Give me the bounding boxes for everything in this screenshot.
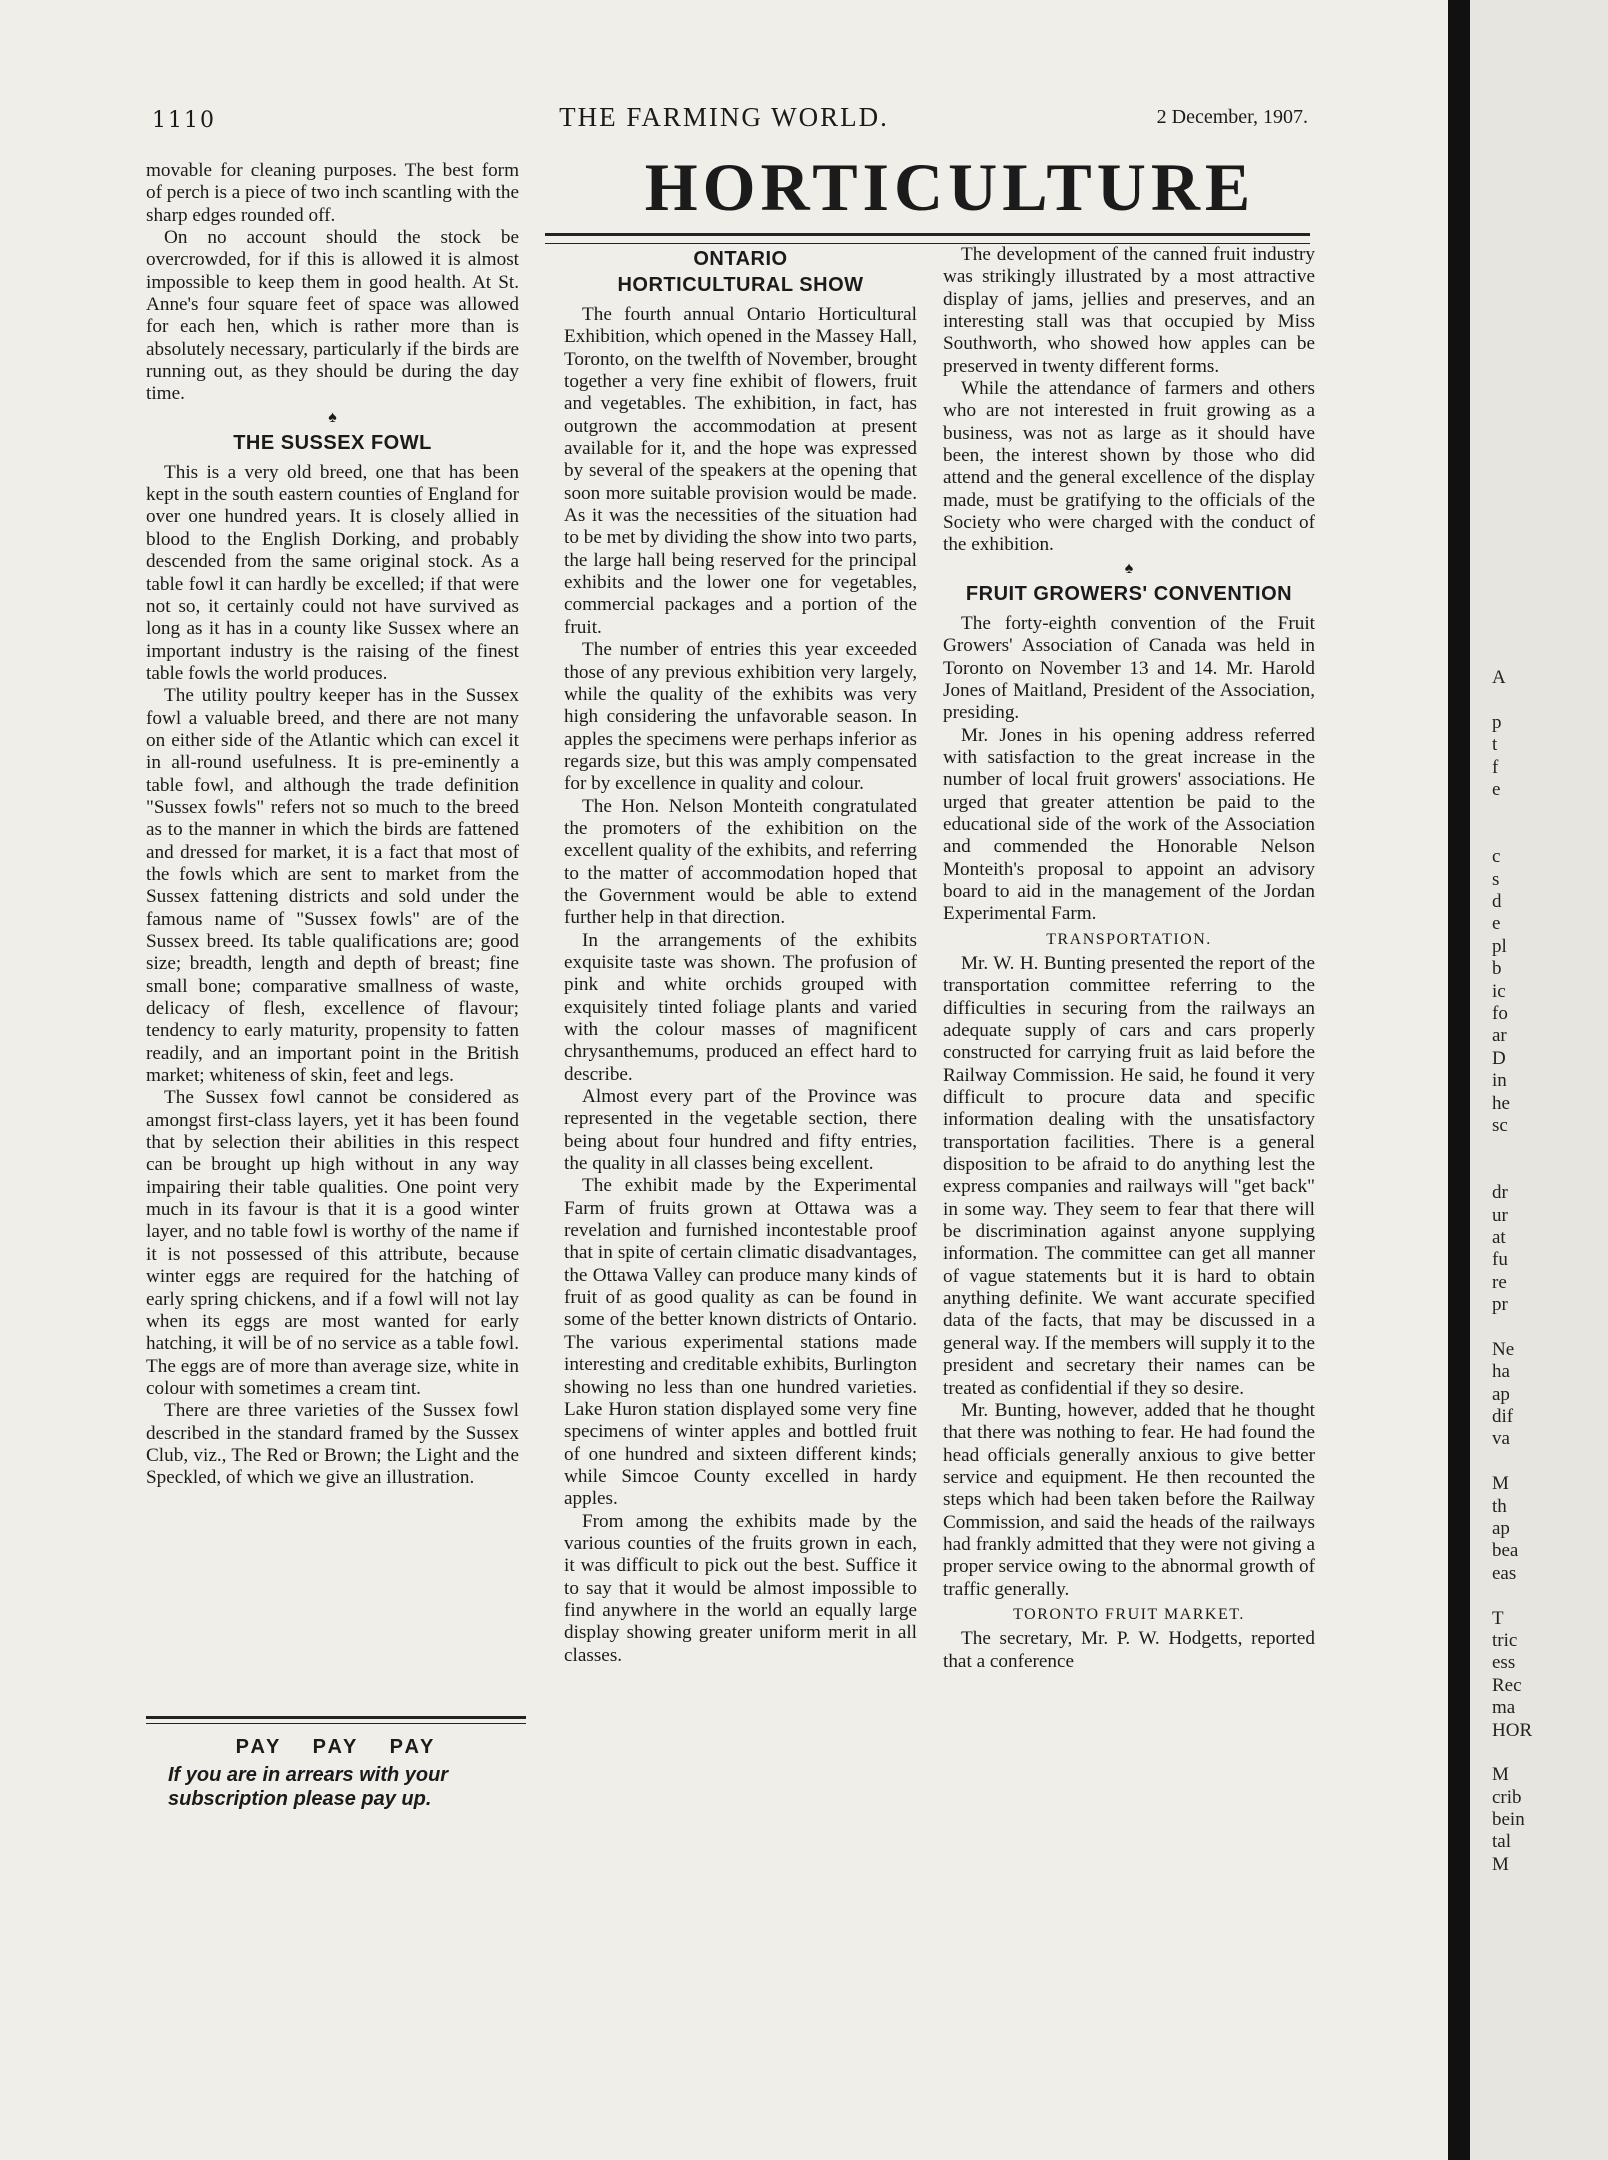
adjacent-page-fragment: tal <box>1492 1831 1511 1853</box>
adjacent-page-fragment: D <box>1492 1047 1506 1069</box>
paragraph: The utility poultry keeper has in the Sussex fowl a valuable breed, and there are not many on either side of the Atlantic which can excel it in all-round usefulness. It is pre-eminently a table fowl, and although the trade definition "Sussex fowls" refers not so much to the breed as to the manner in which the birds are fattened and dressed for market, it is a fact that most of the fowls which are sent to market from the Sussex fattening districts and sold under the famous name of "Sussex fowls" are of the Sussex breed. Its table qualifications are; good size; breadth, length and depth of breast; fine small bone; comparative smallness of waste, delicacy of flesh, excellence of flavour; tendency to early maturity, propensity to fatten readily, and an important point in the British market; whiteness of skin, feet and legs. <box>146 685 519 1087</box>
adjacent-page-fragment <box>1492 645 1532 667</box>
adjacent-page-fragment <box>1492 690 1532 712</box>
paragraph: On no account should the stock be overcrowded, for if this is allowed it is almost impossible to keep them in good health. At St. Anne's four square feet of space was allowed for each hen, which is rather more than is absolutely necessary, particularly if the birds are running out, as they should be during the day time. <box>146 227 519 405</box>
paragraph: The development of the canned fruit industry was strikingly illustrated by a most attractive display of jams, jellies and preserves, and an interesting stall was that occupied by Miss Southworth, who showed how apples can be preserved in twenty different forms. <box>943 244 1315 377</box>
adjacent-page-fragment: A <box>1492 667 1506 689</box>
paragraph: This is a very old breed, one that has been kept in the south eastern counties of England for over one hundred years. It is closely allied in blood to the English Dorking, and probably descended from the same original stock. As a table fowl it can hardly be excelled; if that were not so, it certainly could not have survived as long as it has in a county like Sussex where an important industry is the raising of the finest table fowls the world produces. <box>146 461 519 684</box>
pay-notice <box>146 1716 526 1811</box>
adjacent-page-fragment <box>1492 1160 1532 1182</box>
adjacent-page-fragment: T <box>1492 1607 1504 1629</box>
adjacent-page-fragment: va <box>1492 1428 1510 1450</box>
adjacent-page-fragment: crib <box>1492 1786 1522 1808</box>
paragraph: The exhibit made by the Experimental Farm of fruits grown at Ottawa was a revelation and furnished incontestable proof that in spite of certain climatic disadvantages, the Ottawa Valley can produce many kinds of fruit of as good quality as can be found in some of the better known districts of Ontario. The various experimental stations made interesting and creditable exhibits, Burlington showing no less than one hundred varieties. Lake Huron station displayed some very fine specimens of winter apples and bottled fruit of one hundred and sixteen different kinds; while Simcoe County excelled in hardy apples. <box>564 1175 917 1510</box>
adjacent-page-fragment <box>1492 1585 1532 1607</box>
column-2 <box>564 244 917 1667</box>
adjacent-page-fragment <box>1492 1742 1532 1764</box>
adjacent-page-fragment <box>1492 824 1532 846</box>
article-heading: THE SUSSEX FOWL <box>233 431 432 454</box>
adjacent-page-fragment: ess <box>1492 1652 1516 1674</box>
adjacent-page-fragment: sc <box>1492 1114 1508 1136</box>
paragraph: The secretary, Mr. P. W. Hodgetts, reported that a conference <box>943 1628 1315 1672</box>
adjacent-page-fragment: Ne <box>1492 1338 1515 1360</box>
adjacent-page-fragment <box>1492 1317 1532 1339</box>
adjacent-page-fragment: tric <box>1492 1629 1518 1651</box>
paragraph: In the arrangements of the exhibits exquisite taste was shown. The profusion of pink and white orchids grouped with exquisitely tinted foliage plants and varied with the colour masses of magnificent chrysanthemums, produced an effect hard to describe. <box>564 929 917 1085</box>
adjacent-page-fragment: th <box>1492 1495 1507 1517</box>
paragraph: movable for cleaning purposes. The best form of perch is a piece of two inch scantling with the sharp edges rounded off. <box>146 160 519 226</box>
paragraph: There are three varieties of the Sussex fowl described in the standard framed by the Sussex Club, viz., The Red or Brown; the Light and the Speckled, of which we give an illustration. <box>146 1400 519 1489</box>
paragraph: Mr. Bunting, however, added that he thought that there was nothing to fear. He had found the head officials generally anxious to give better service and equipment. He then recounted the steps which had been taken before the Railway Commission, and said the heads of the railways had frankly admitted that they were not giving a proper service owing to the abnormal growth of traffic generally. <box>943 1399 1315 1600</box>
section-rule <box>545 233 1310 244</box>
paragraph: While the attendance of farmers and others who are not interested in fruit growing as a business, was not as large as it should have been, the interest shown by those who did attend and the general excellence of the display made, must be gratifying to the officials of the Society who were charged with the conduct of the exhibition. <box>943 378 1315 556</box>
column-3 <box>943 244 1315 1673</box>
book-gutter <box>1448 0 1470 2160</box>
subheading: TRANSPORTATION. <box>1046 930 1212 948</box>
adjacent-page-fragment: ap <box>1492 1383 1510 1405</box>
adjacent-page-fragment: M <box>1492 1853 1509 1875</box>
adjacent-page-fragment: bea <box>1492 1540 1519 1562</box>
publication-title: THE FARMING WORLD. <box>559 102 889 132</box>
section-title: HORTICULTURE <box>644 149 1256 225</box>
adjacent-page-fragment <box>1492 802 1532 824</box>
page-number: 1110 <box>152 108 216 133</box>
adjacent-page-fragment: ar <box>1492 1025 1507 1047</box>
adjacent-page-fragment: ap <box>1492 1518 1510 1540</box>
adjacent-page-fragment: f <box>1492 756 1499 778</box>
paragraph: The number of entries this year exceeded those of any previous exhibition very largely, while the quality of the exhibits was very high considering the unfavorable season. In apples the specimens were perhaps inferior as regards size, but this was amply compensated for by excellence in quality and colour. <box>564 639 917 795</box>
adjacent-page-fragment: dr <box>1492 1182 1508 1204</box>
adjacent-page-fragment: s <box>1492 868 1500 890</box>
adjacent-page-fragment: pr <box>1492 1294 1508 1316</box>
adjacent-page-fragment: dif <box>1492 1406 1514 1428</box>
adjacent-page-fragment: eas <box>1492 1562 1517 1584</box>
subheading: TORONTO FRUIT MARKET. <box>1013 1605 1245 1623</box>
paragraph: The Sussex fowl cannot be considered as amongst first-class layers, yet it has been found that by selection their abilities in this respect can be brought up high without in any way impairing their table qualities. One point very much in its favour is that it is a good winter layer, and no table fowl is worthy of the name if it is not possessed of this attribute, because winter eggs are required for the hatching of early spring chickens, and if a fowl will not lay when its eggs are most wanted for early hatching, it will be of no service as a table fowl. The eggs are of more than average size, white in colour with sometimes a cream tint. <box>146 1087 519 1399</box>
issue-date: 2 December, 1907. <box>1156 106 1308 128</box>
paragraph: From among the exhibits made by the various counties of the fruits grown in each, it was difficult to pick out the best. Suffice it to say that it would be almost impossible to find anywhere in the world an equally large display showing greater uniform merit in all classes. <box>564 1510 917 1666</box>
paragraph: The forty-eighth convention of the Fruit Growers' Association of Canada was held in Toronto on November 13 and 14. Mr. Harold Jones of Maitland, President of the Association, presiding. <box>943 612 1315 724</box>
paragraph: Mr. Jones in his opening address referred with satisfaction to the great increase in the number of local fruit growers' associations. He urged that greater attention be paid to the educational side of the work of the Association and commended the Honorable Nelson Monteith's proposal to appoint an advisory board to aid in the management of the Jordan Experimental Farm. <box>943 724 1315 925</box>
notice-body: If you are in arrears with your subscription please pay up. <box>168 1764 449 1810</box>
adjacent-page-fragment: fu <box>1492 1249 1508 1271</box>
paragraph: Mr. W. H. Bunting presented the report of the transportation committee referring to the difficulties in securing from the railways an adequate supply of cars and cars properly constructed for carrying fruit as laid before the Railway Commission. He said, he found it very difficult to procure data and specific information dealing with the unsatisfactory transportation facilities. There is a general disposition to be afraid to do anything lest the express companies and railways will "get back" in some way. They seem to fear that there will be discrimination against anyone supplying information. The committee can get all manner of vague statements but it is hard to obtain anything definite. We want accurate specified data of the facts, that may be discussed in a general way. If the members will supply it to the president and secretary their names can be treated as confidential if they so desire. <box>943 952 1315 1399</box>
adjacent-page-fragment: at <box>1492 1226 1506 1248</box>
notice-title: PAY PAY PAY <box>235 1736 437 1758</box>
adjacent-page-fragment <box>1492 622 1532 644</box>
paragraph: The Hon. Nelson Monteith congratulated the promoters of the exhibition on the excellent quality of the exhibits, and referring to the matter of accommodation hoped that the Government would be able to extend further help in that direction. <box>564 795 917 929</box>
column-1 <box>146 160 519 1490</box>
adjacent-page-fragment: Rec <box>1492 1674 1522 1696</box>
adjacent-page-fragment: M <box>1492 1473 1509 1495</box>
adjacent-page-fragment <box>1492 1451 1532 1473</box>
article-heading: ONTARIO HORTICULTURAL SHOW <box>617 248 864 296</box>
adjacent-page-fragment: e <box>1492 913 1501 935</box>
adjacent-page-fragment: ic <box>1492 980 1506 1002</box>
adjacent-page-fragment: d <box>1492 891 1502 913</box>
adjacent-page-fragment: ur <box>1492 1204 1508 1226</box>
ornament-icon: ♠ <box>328 408 337 426</box>
adjacent-page-fragment: p <box>1492 711 1502 733</box>
adjacent-page-fragment: M <box>1492 1764 1509 1786</box>
notice-rule <box>146 1716 526 1724</box>
adjacent-page-fragment <box>1492 1137 1532 1159</box>
adjacent-page-fragment: e <box>1492 779 1501 801</box>
adjacent-page-fragment: re <box>1492 1271 1507 1293</box>
adjacent-page-fragment: in <box>1492 1070 1507 1092</box>
adjacent-page-fragment: HOR <box>1492 1719 1533 1741</box>
adjacent-page-fragment: bein <box>1492 1809 1525 1831</box>
adjacent-page-fragment: he <box>1492 1092 1510 1114</box>
adjacent-page-edge <box>1470 0 1608 2160</box>
adjacent-page-fragment: ma <box>1492 1697 1516 1719</box>
adjacent-page-fragment: c <box>1492 846 1501 868</box>
ornament-icon: ♠ <box>1124 559 1134 577</box>
adjacent-page-fragment: ha <box>1492 1361 1510 1383</box>
article-heading: FRUIT GROWERS' CONVENTION <box>965 582 1293 605</box>
adjacent-page-text <box>1492 600 1532 1876</box>
adjacent-page-fragment: t <box>1492 734 1498 756</box>
adjacent-page-fragment: pl <box>1492 935 1507 957</box>
adjacent-page-fragment: fo <box>1492 1003 1508 1025</box>
paragraph: The fourth annual Ontario Horticultural Exhibition, which opened in the Massey Hall, Toronto, on the twelfth of November, brought together a very fine exhibit of flowers, fruit and vegetables. The exhibition, in fact, has outgrown the accommodation at present available for it, and the hope was expressed by several of the speakers at the opening that soon more suitable provision would be made. As it was the necessities of the situation had to be met by dividing the show into two parts, the large hall being reserved for the principal exhibits and the lower one for vegetables, commercial packages and a portion of the fruit. <box>564 304 917 638</box>
adjacent-page-fragment <box>1492 600 1532 622</box>
running-header <box>0 102 1448 138</box>
paragraph: Almost every part of the Province was represented in the vegetable section, there being about four hundred and fifty entries, the quality in all classes being excellent. <box>564 1086 917 1175</box>
adjacent-page-fragment: b <box>1492 958 1502 980</box>
